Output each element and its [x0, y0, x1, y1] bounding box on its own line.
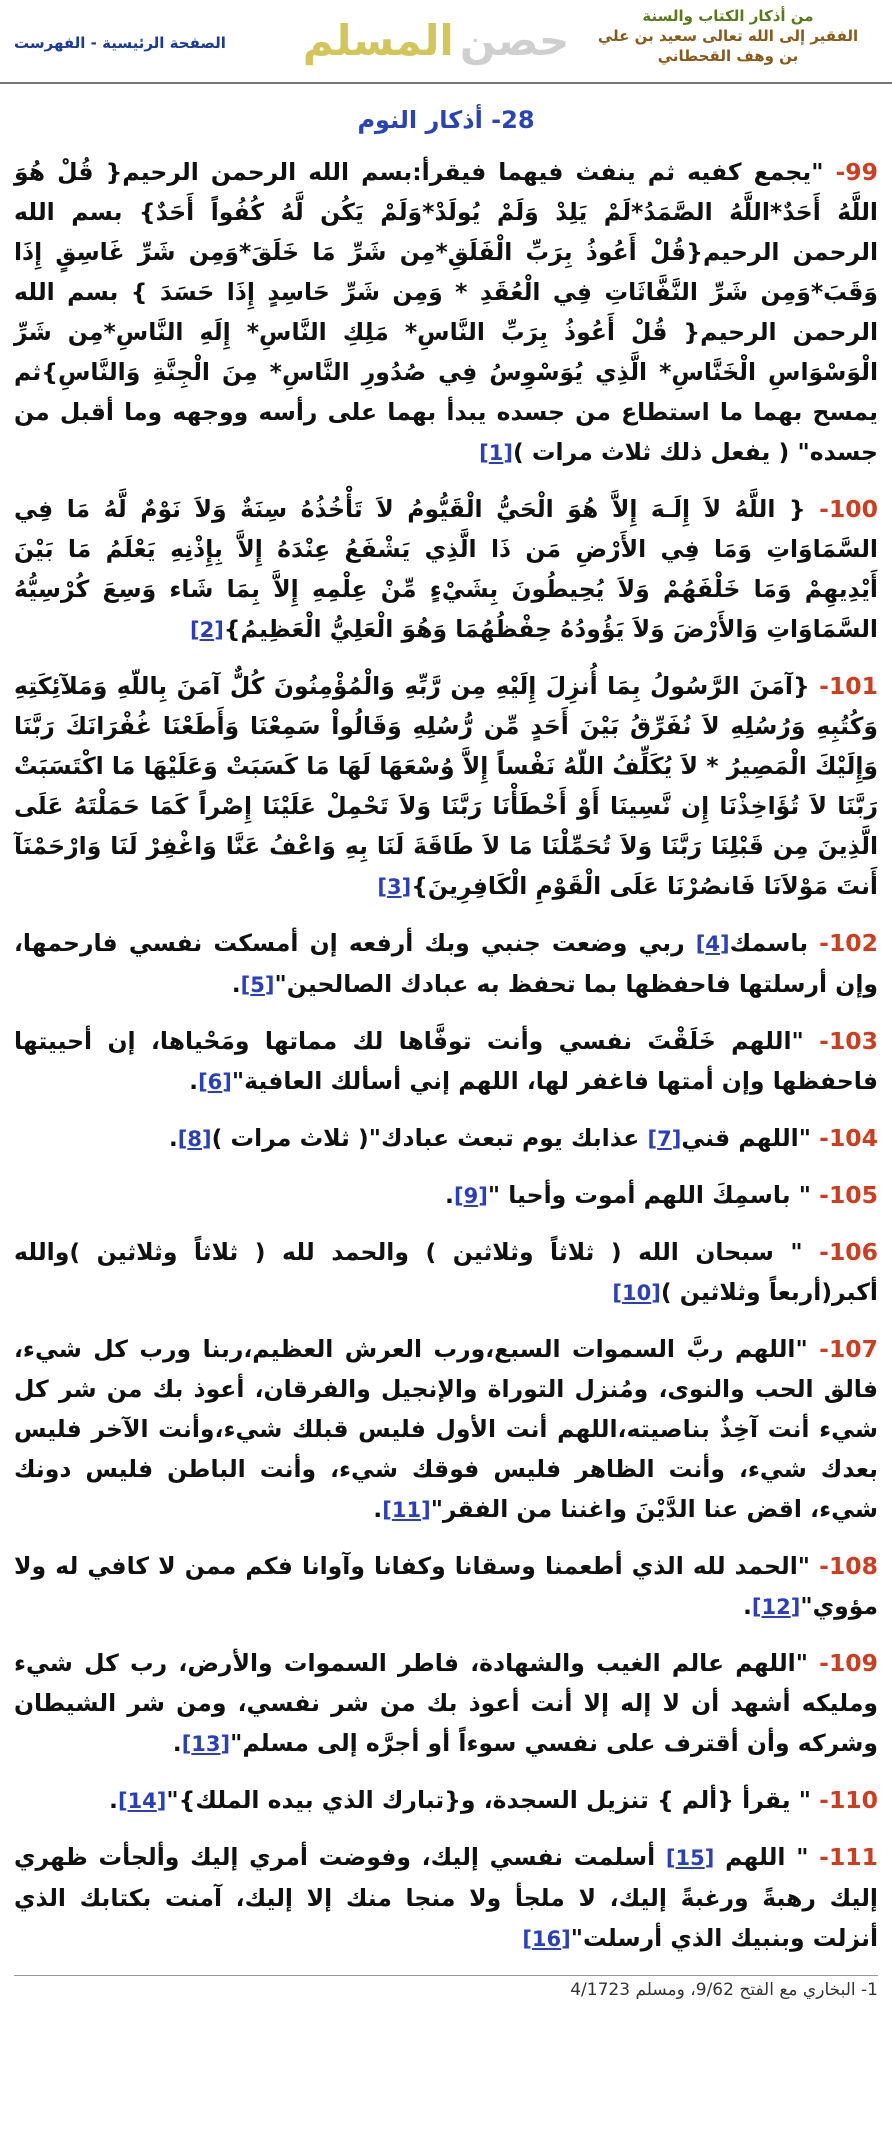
footnote-ref[interactable]: [6]: [198, 1070, 232, 1094]
item-text-end: .: [109, 1786, 118, 1814]
nav-home-link[interactable]: الصفحة الرئيسية: [102, 34, 226, 52]
footnote-ref[interactable]: [4]: [695, 932, 730, 956]
dhikr-item-111: [14, 1837, 878, 1959]
footnote-ref-2[interactable]: [5]: [240, 973, 275, 997]
item-text-end: .: [742, 1592, 752, 1620]
item-text: "اللهم عالم الغيب والشهادة، فاطر السموات والأرض، رب كل شيء ومليكه أشهد أن لا إله إلا أنت أعوذ بك من شر نفسي، ومن شر الشيطان وشركه وأن أقترف على نفسي سوءاً أو أجرَّه إلى مسلم": [14, 1649, 878, 1757]
top-nav: [14, 34, 226, 52]
item-text-cont: عذابك يوم تبعث عبادك"( ثلاث مرات ): [211, 1124, 648, 1152]
footnote-ref[interactable]: [11]: [382, 1498, 431, 1522]
item-text-end: .: [231, 970, 241, 998]
footnote-ref[interactable]: [1]: [479, 441, 514, 465]
item-text-end: .: [445, 1181, 454, 1209]
item-text: {آمَنَ الرَّسُولُ بِمَا أُنزِلَ إِلَيْهِ مِن رَّبِّهِ وَالْمُؤْمِنُونَ كُلٌّ آمَنَ بِاللّهِ وَمَلآئِكَتِهِ وَكُتُبِهِ وَرُسُلِهِ لاَ نُفَرِّقُ بَيْنَ أَحَدٍ مِّن رُّسُلِهِ وَقَالُواْ سَمِعْنَا وَأَطَعْنَا غُفْرَانَكَ رَبَّنَا وَإِلَيْكَ الْمَصِيرُ * لاَ يُكَلِّفُ اللّهُ نَفْساً إِلاَّ وُسْعَهَا لَهَا مَا كَسَبَتْ وَعَلَيْهَا مَا اكْتَسَبَتْ رَبَّنَا لاَ تُؤَاخِذْنَا إِن نَّسِينَا أَوْ أَخْطَأْنَا رَبَّنَا وَلاَ تَحْمِلْ عَلَيْنَا إِصْراً كَمَا حَمَلْتَهُ عَلَى الَّذِينَ مِن قَبْلِنَا رَبَّنَا وَلاَ تُحَمِّلْنَا مَا لاَ طَاقَةَ لَنَا بِهِ وَاعْفُ عَنَّا وَاغْفِرْ لَنَا وَارْحَمْنَآ أَنتَ مَوْلاَنَا فَانصُرْنَا عَلَى الْقَوْمِ الْكَافِرِينَ}: [14, 672, 878, 900]
book-credit: [578, 6, 878, 66]
footnote-ref[interactable]: [13]: [181, 1732, 231, 1756]
item-text: " باسمِكَ اللهم أموت وأحيا ": [487, 1181, 820, 1209]
item-number: 109-: [819, 1649, 878, 1677]
footnote-ref[interactable]: [2]: [189, 618, 224, 642]
item-text: " سبحان الله ( ثلاثاً وثلاثين ) والحمد لله ( ثلاثاً وثلاثين )والله أكبر(أربعاً وثلاثين ): [14, 1238, 878, 1306]
item-text: { اللَّهُ لاَ إِلَـهَ إِلاَّ هُوَ الْحَيُّ الْقَيُّومُ لاَ تَأْخُذُهُ سِنَةٌ وَلاَ نَوْمٌ لَّهُ مَا فِي السَّمَاوَاتِ وَمَا فِي الأَرْضِ مَن ذَا الَّذِي يَشْفَعُ عِنْدَهُ إِلاَّ بِإِذْنِهِ يَعْلَمُ مَا بَيْنَ أَيْدِيهِمْ وَمَا خَلْفَهُمْ وَلاَ يُحِيطُونَ بِشَيْءٍ مِّنْ عِلْمِهِ إِلاَّ بِمَا شَاء وَسِعَ كُرْسِيُّهُ السَّمَاوَاتِ وَالأَرْضَ وَلاَ يَؤُودُهُ حِفْظُهُمَا وَهُوَ الْعَلِيُّ الْعَظِيمُ}: [14, 495, 878, 643]
item-text: " اللهم: [714, 1843, 820, 1871]
item-text: " يقرأ {ألم } تنزيل السجدة، و{تبارك الذي بيده الملك}": [166, 1786, 820, 1814]
item-number: 107-: [819, 1335, 878, 1363]
dhikr-item-107: [14, 1329, 878, 1530]
item-number: 110-: [819, 1786, 878, 1814]
logo-word-1: حصن: [459, 16, 570, 65]
item-number: 100-: [819, 495, 878, 523]
footnote-ref[interactable]: [3]: [377, 875, 412, 899]
item-text-end: .: [168, 1124, 178, 1152]
dhikr-item-105: [14, 1175, 878, 1216]
item-number: 103-: [819, 1027, 878, 1055]
footnote: 1- البخاري مع الفتح 9/62، ومسلم 4/1723: [14, 1975, 878, 2000]
item-text: "الحمد لله الذي أطعمنا وسقانا وكفانا وآوانا فكم ممن لا كافي له ولا مؤوي": [14, 1552, 878, 1620]
logo-word-2: المسلم: [302, 16, 454, 65]
dhikr-item-103: [14, 1021, 878, 1102]
dhikr-item-106: [14, 1232, 878, 1313]
nav-index-link[interactable]: الفهرست: [14, 34, 86, 52]
item-text: "اللهم قني: [681, 1124, 820, 1152]
dhikr-item-108: [14, 1546, 878, 1627]
dhikr-item-102: [14, 923, 878, 1005]
section-title: 28- أذكار النوم: [357, 106, 535, 134]
item-text-end: .: [189, 1067, 199, 1095]
item-text-cont: أسلمت نفسي إليك، وفوضت أمري إليك وألجأت ظهري إليك رهبةً ورغبةً إليك، لا ملجأ ولا منجا منك إلا إليك، آمنت بكتابك الذي أنزلت وبنبيك الذي أرسلت": [14, 1843, 878, 1952]
item-text: "اللهم خَلَقْتَ نفسي وأنت توفَّاها لك مماتها ومَحْياها، إن أحييتها فاحفظها وإن أمتها فاغفر لها، اللهم إني أسألك العافية": [14, 1027, 878, 1095]
page-header: [0, 0, 892, 84]
author-line: الفقير إلى الله تعالى سعيد بن علي: [597, 27, 859, 45]
logo: [302, 16, 570, 66]
dhikr-list: [0, 152, 892, 2000]
item-text-cont: ربي وضعت جنبي وبك أرفعه إن أمسكت نفسي فارحمها، وإن أرسلتها فاحفظها بما تحفظ به عبادك الصالحين": [14, 929, 878, 998]
dhikr-item-99: [14, 152, 878, 473]
dhikr-item-104: [14, 1118, 878, 1159]
item-number: 111-: [819, 1843, 878, 1871]
item-text: "يجمع كفيه ثم ينفث فيهما فيقرأ:بسم الله الرحمن الرحيم{ قُلْ هُوَ اللَّهُ أَحَدٌ*اللَّهُ الصَّمَدُ*لَمْ يَلِدْ وَلَمْ يُولَدْ*وَلَمْ يَكُن لَّهُ كُفُواً أَحَدٌ} بسم الله الرحمن الرحيم{قُلْ أَعُوذُ بِرَبِّ الْفَلَقِ*مِن شَرِّ مَا خَلَقَ*وَمِن شَرِّ غَاسِقٍ إِذَا وَقَبَ*وَمِن شَرِّ النَّفَّاثَاتِ فِي الْعُقَدِ * وَمِن شَرِّ حَاسِدٍ إِذَا حَسَدَ } بسم الله الرحمن الرحيم{ قُلْ أَعُوذُ بِرَبِّ النَّاسِ* مَلِكِ النَّاسِ* إِلَهِ النَّاسِ*مِن شَرِّ الْوَسْوَاسِ الْخَنَّاسِ* الَّذِي يُوَسْوِسُ فِي صُدُورِ النَّاسِ* مِنَ الْجِنَّةِ وَالنَّاسِ}ثم يمسح بهما ما استطاع من جسده يبدأ بهما على رأسه ووجهه وما أقبل من جسده" ( يفعل ذلك ثلاث مرات ): [14, 158, 878, 466]
item-number: 99-: [835, 158, 878, 186]
footnote-ref-2[interactable]: [16]: [522, 1927, 571, 1951]
nav-separator: -: [85, 34, 103, 52]
footnote-ref[interactable]: [14]: [117, 1789, 167, 1813]
item-number: 102-: [819, 929, 878, 957]
footnote-ref[interactable]: [10]: [612, 1281, 661, 1305]
footnote-ref[interactable]: [12]: [751, 1595, 801, 1619]
source-line: من أذكار الكتاب والسنة: [642, 7, 814, 25]
footnote-ref[interactable]: [15]: [665, 1846, 715, 1870]
item-text: "اللهم ربَّ السموات السبع،ورب العرش العظيم،ربنا ورب كل شيء، فالق الحب والنوى، ومُنزل التوراة والإنجيل والفرقان، أعوذ بك من شر كل شيء أنت آخِذٌ بناصيته،اللهم أنت الأول فليس قبلك شيء،وأنت الآخر فليس بعدك شيء، وأنت الظاهر فليس فوقك شيء، وأنت الباطن فليس دونك شيء، اقض عنا الدَّيْنَ واغننا من الفقر": [14, 1335, 878, 1523]
item-number: 106-: [819, 1238, 878, 1266]
item-number: 105-: [819, 1181, 878, 1209]
item-text-end: .: [172, 1729, 182, 1757]
item-number: 101-: [819, 672, 878, 700]
footnote-ref[interactable]: [7]: [647, 1127, 682, 1151]
dhikr-item-110: [14, 1780, 878, 1821]
item-number: 108-: [819, 1552, 878, 1580]
footnote-ref[interactable]: [9]: [453, 1184, 488, 1208]
item-text: باسمك: [729, 929, 820, 957]
dhikr-item-101: [14, 666, 878, 907]
item-number: 104-: [819, 1124, 878, 1152]
footnote-ref-2[interactable]: [8]: [177, 1127, 212, 1151]
item-text-end: .: [373, 1495, 383, 1523]
dhikr-item-109: [14, 1643, 878, 1764]
author-line-2: بن وهف القحطاني: [657, 47, 799, 65]
dhikr-item-100: [14, 489, 878, 650]
